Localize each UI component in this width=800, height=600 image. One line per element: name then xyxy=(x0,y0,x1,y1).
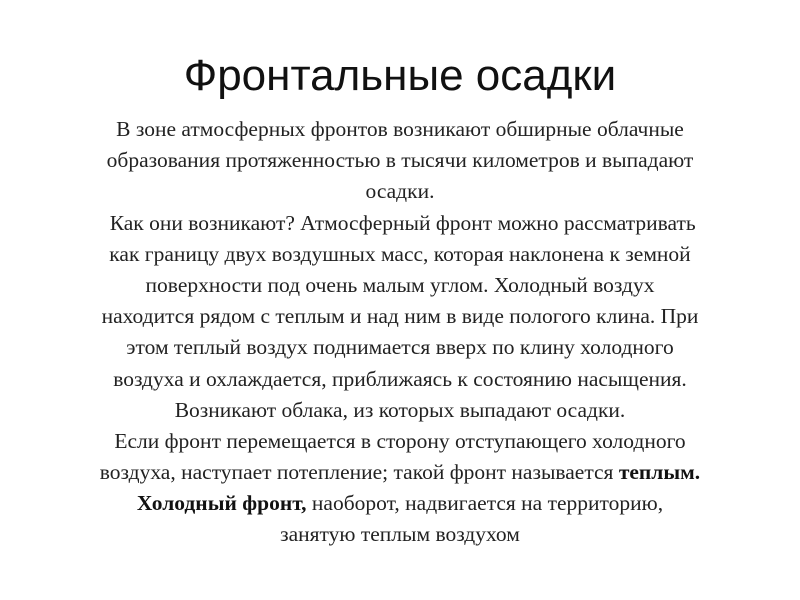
body-line: как границу двух воздушных масс, которая наклонена к земной xyxy=(109,241,691,266)
body-text-segment: воздуха, наступает потепление; такой фронт называется xyxy=(99,460,619,485)
body-line: поверхности под очень малым углом. Холодный воздух xyxy=(145,272,655,297)
body-line: этом теплый воздух поднимается вверх по клину холодного xyxy=(126,335,674,360)
body-line: занятую теплым воздухом xyxy=(280,522,520,547)
slide-body-text xyxy=(20,114,780,551)
body-line: находится рядом с теплым и над ним в виде пологого клина. При xyxy=(101,304,699,329)
bold-term-cold-front: Холодный фронт, xyxy=(136,491,307,516)
body-line xyxy=(20,488,780,519)
body-line: образования протяженностью в тысячи километров и выпадают xyxy=(106,148,694,173)
body-line: Если фронт перемещается в сторону отступающего холодного xyxy=(114,428,686,453)
body-line: Возникают облака, из которых выпадают осадки. xyxy=(174,397,626,422)
body-line: осадки. xyxy=(365,179,435,204)
body-line: Как они возникают? Атмосферный фронт можно рассматривать xyxy=(104,210,696,235)
body-text-segment: наоборот, надвигается на территорию, xyxy=(306,491,664,516)
body-line: В зоне атмосферных фронтов возникают обширные облачные xyxy=(116,117,684,141)
body-line xyxy=(20,457,780,488)
body-line: воздуха и охлаждается, приближаясь к состоянию насыщения. xyxy=(113,366,687,391)
bold-term-warm-front: теплым. xyxy=(618,460,701,485)
slide-title: Фронтальные осадки xyxy=(183,51,617,100)
